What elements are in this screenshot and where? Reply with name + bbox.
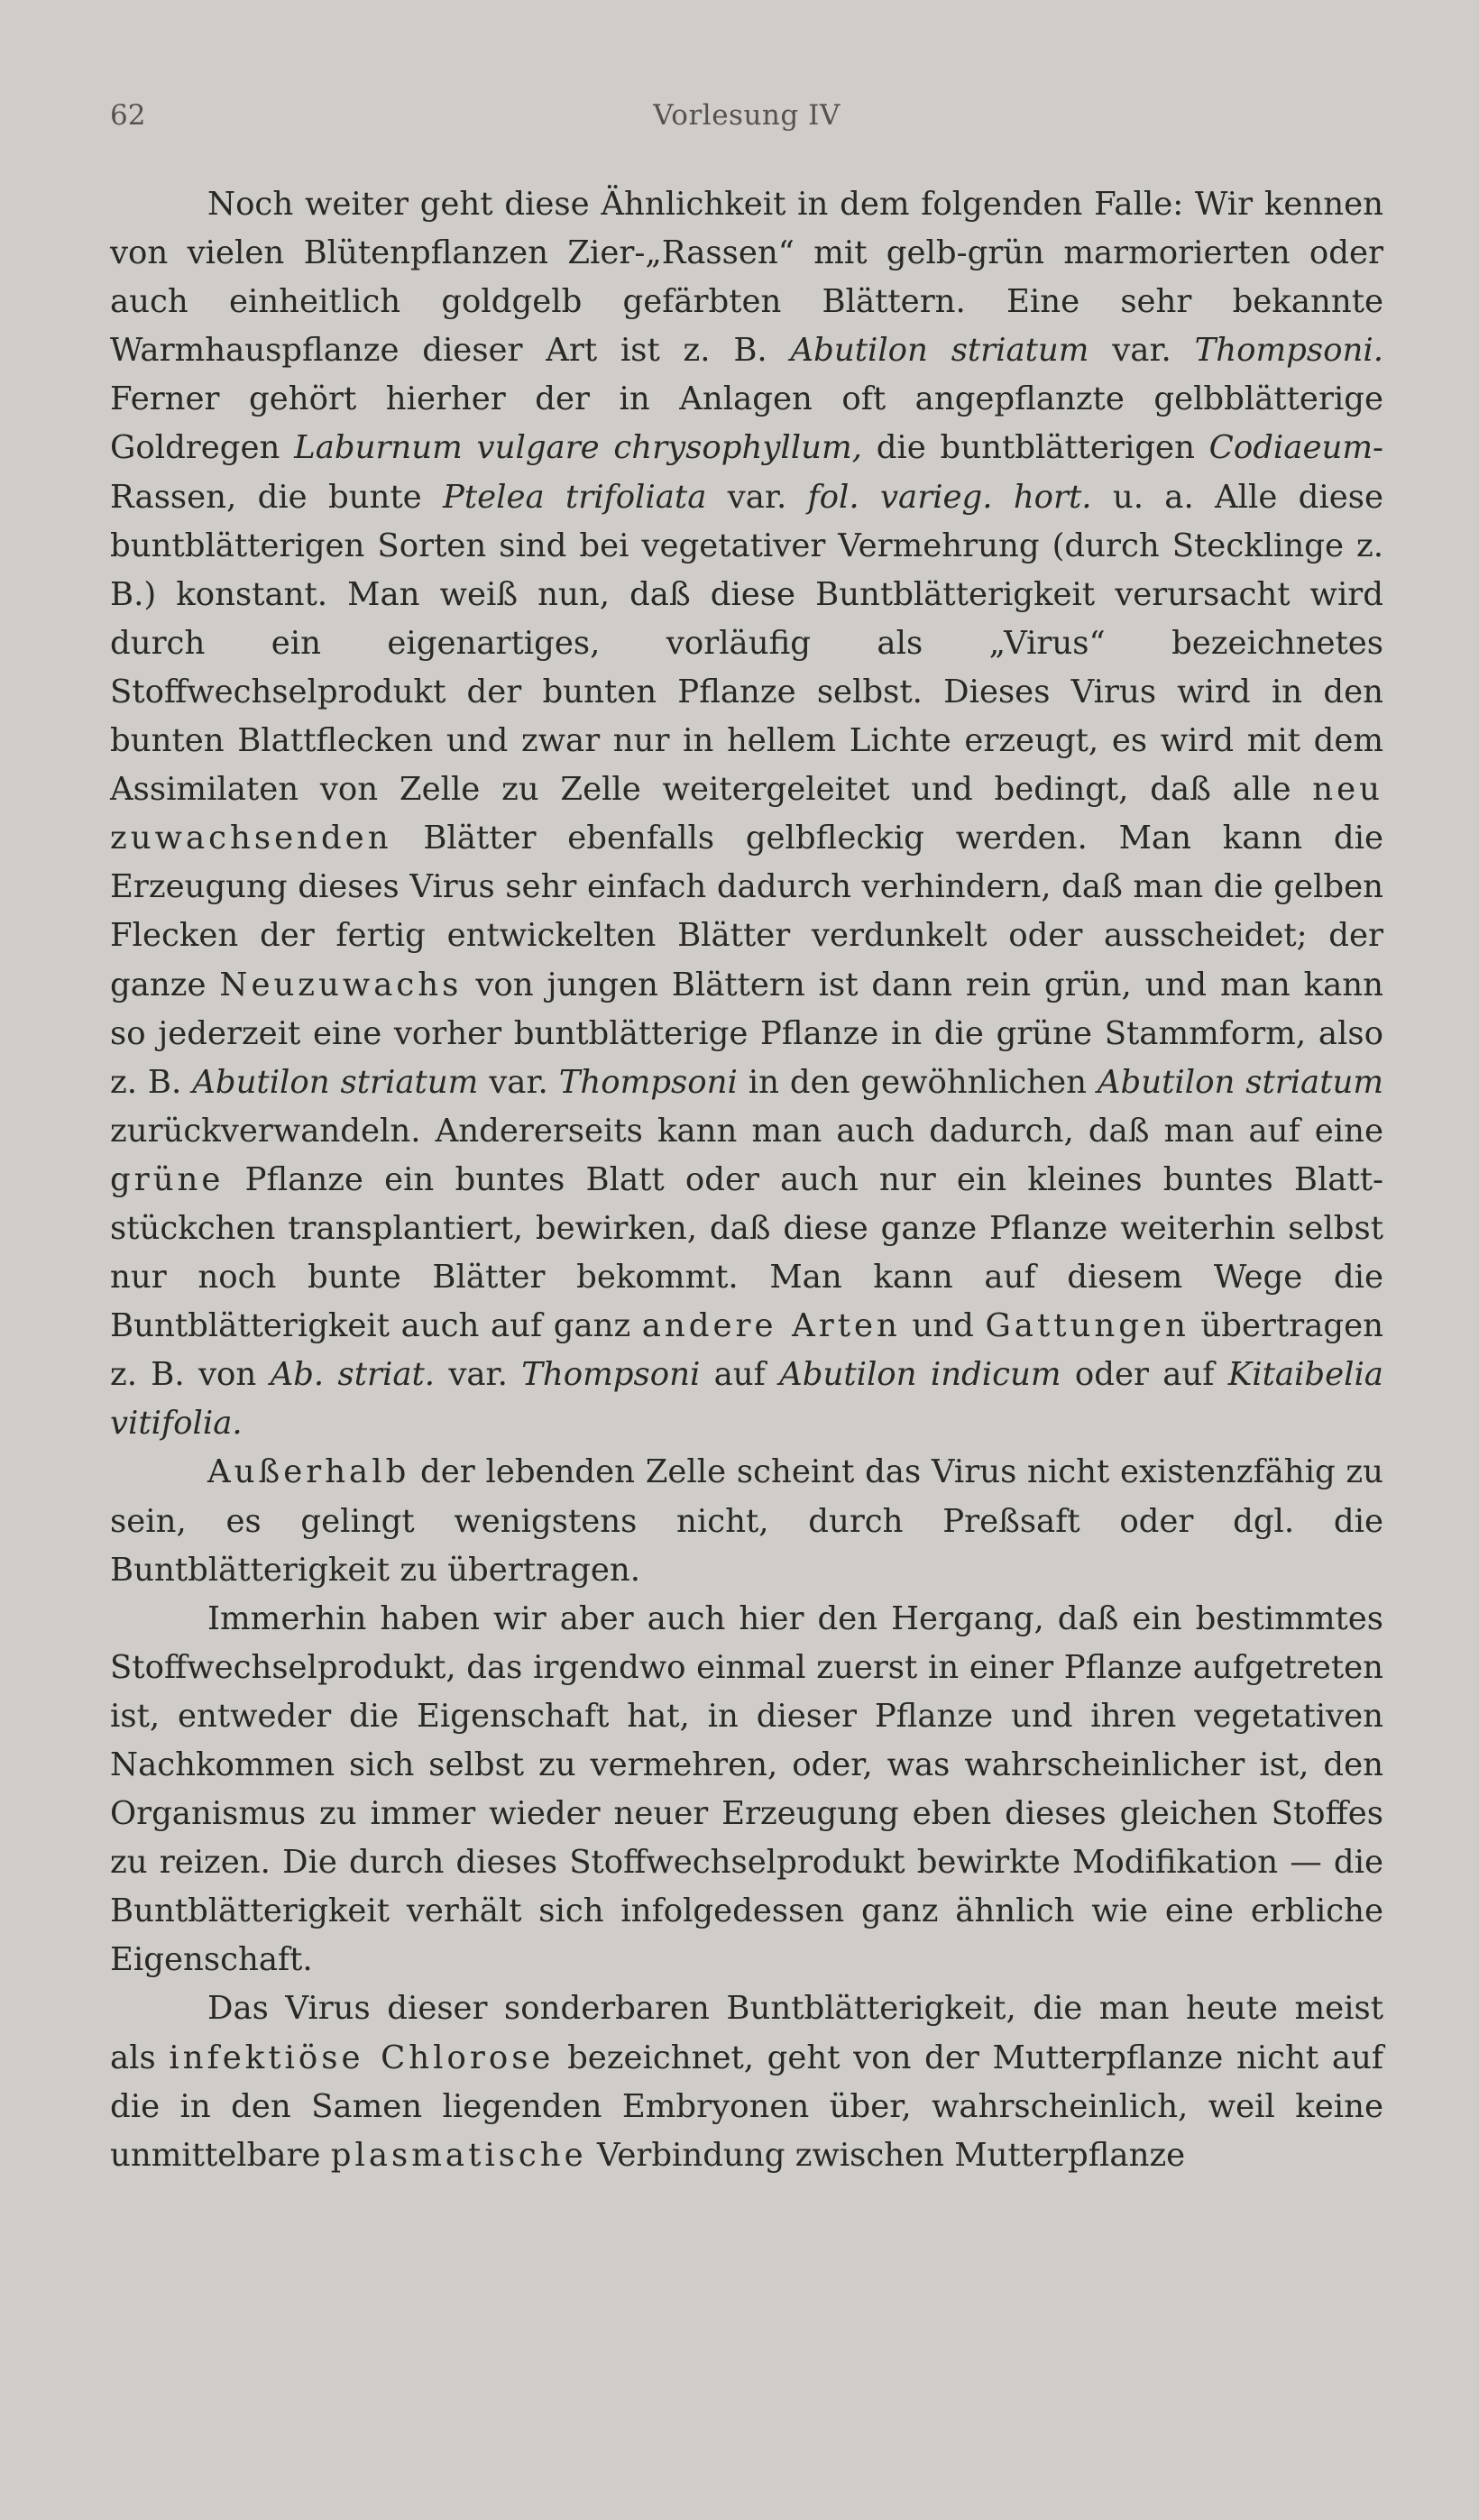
- italic-term: Laburnum vulgare chrysophyllum,: [294, 429, 862, 467]
- text-run: auf: [700, 1356, 780, 1394]
- text-run: Blätter ebenfalls gelbfleckig werden. Man kann die Erzeugung dieses Virus sehr einfach dadurch verhindern, daß man die gelben Flecken der fertig entwickelten Blätter verdunkelt oder ausscheidet; der ganze: [110, 820, 1383, 1003]
- italic-term: fol. varieg. hort.: [807, 478, 1092, 516]
- italic-term: Abutilon indicum: [779, 1356, 1061, 1394]
- italic-term: Abutilon striatum: [1097, 1063, 1384, 1101]
- text-run: übertragen z. B. von: [110, 1307, 1383, 1394]
- text-run: var.: [435, 1356, 522, 1394]
- running-head: Vorlesung IV: [653, 99, 841, 132]
- body-text: [110, 180, 1383, 2180]
- italic-term: Thompsoni.: [1194, 332, 1384, 370]
- text-run: bezeichnet, geht von der Mutterpflanze nicht auf die in den Samen liegenden Embryonen über, wahrscheinlich, weil keine unmittelbare: [110, 2039, 1383, 2174]
- text-run: Noch weiter geht diese Ähnlichkeit in dem folgenden Falle: Wir kennen von vielen Blütenpflanzen Zier-„Rassen“ mit gelb-grün marmorierten oder auch einheitlich goldgelb gefärbten Blättern. Eine sehr bekannte Warmhauspflanze dieser Art ist z. B.: [110, 186, 1383, 370]
- text-run: und: [900, 1307, 986, 1345]
- italic-term: Abutilon striatum: [192, 1063, 479, 1101]
- text-run: Pflanze ein buntes Blatt oder auch nur ein kleines buntes Blattstückchen transplantiert, bewirken, daß diese ganze Pflanze weiterhin selbst nur noch bunte Blätter bekommt. Man kann auf diesem Wege die Buntblätterigkeit auch auf ganz: [110, 1160, 1383, 1345]
- spaced-emphasis: Neuzuwachs: [219, 966, 463, 1003]
- text-run: der lebenden Zelle scheint das Virus nicht existenzfähig zu sein, es gelingt wenigstens nicht, durch Preßsaft oder dgl. die Buntblätterigkeit zu übertragen.: [110, 1453, 1383, 1589]
- spaced-emphasis: Gattungen: [985, 1307, 1190, 1345]
- spaced-emphasis: plasmatische: [330, 2136, 587, 2174]
- text-run: var.: [478, 1063, 559, 1101]
- text-run: in den gewöhnlichen: [737, 1063, 1098, 1101]
- paragraph: [110, 1595, 1383, 1985]
- italic-term: Codiaeum: [1208, 429, 1373, 467]
- spaced-emphasis: andere Arten: [641, 1307, 901, 1345]
- text-run: die buntblätterigen: [861, 429, 1209, 467]
- spaced-emphasis: neu zuwachsenden: [110, 771, 1383, 857]
- text-run: u. a. Alle diese buntblätterigen Sorten sind bei vegetativer Vermehrung (durch Stecklinge z. B.) konstant. Man weiß nun, daß diese Buntblätterigkeit verursacht wird durch ein eigenartiges, vorläufig als „Virus“ bezeichnetes Stoffwechselprodukt der bunten Pflanze selbst. Dieses Virus wird in den bunten Blattflecken und zwar nur in hellem Lichte erzeugt, es wird mit dem Assimilaten von Zelle zu Zelle weitergeleitet und bedingt, daß alle: [110, 478, 1383, 809]
- text-run: Ferner gehört hierher der in Anlagen oft angepflanzte gelbblätterige Goldregen: [110, 380, 1383, 467]
- paragraph: [110, 180, 1383, 1448]
- italic-term: Thompsoni: [521, 1356, 701, 1394]
- spaced-emphasis: infektiöse Chlorose: [169, 2039, 555, 2076]
- page-number: 62: [110, 99, 146, 132]
- italic-term: Ab. striat.: [270, 1356, 436, 1394]
- text-run: var.: [706, 478, 808, 516]
- italic-term: Thompsoni: [558, 1063, 738, 1101]
- spaced-emphasis: grüne: [110, 1160, 225, 1198]
- text-run: Das Virus dieser sonderbaren Buntblätterigkeit, die man heute meist als: [110, 1990, 1383, 2076]
- italic-term: Ptelea trifoliata: [442, 478, 707, 516]
- text-run: zurückverwandeln. Andererseits kann man auch dadurch, daß man auf eine: [110, 1112, 1383, 1150]
- text-run: oder auf: [1061, 1356, 1228, 1394]
- text-run: von jungen Blättern ist dann rein grün, und man kann so jederzeit eine vorher buntblätterige Pflanze in die grüne Stammform, also z. B.: [110, 966, 1383, 1101]
- italic-term: Kitaibelia vitifolia.: [110, 1356, 1383, 1443]
- text-run: var.: [1089, 332, 1195, 370]
- text-run: -Rassen, die bunte: [110, 429, 1383, 516]
- italic-term: Abutilon striatum: [790, 332, 1089, 370]
- spaced-emphasis: Außerhalb: [207, 1453, 410, 1491]
- text-run: Verbindung zwischen Mutterpflanze: [586, 2136, 1186, 2174]
- text-run: Immerhin haben wir aber auch hier den Hergang, daß ein bestimmtes Stoffwechselprodukt, das irgendwo einmal zuerst in einer Pflanze aufgetreten ist, entweder die Eigenschaft hat, in dieser Pflanze und ihren vegetativen Nachkommen sich selbst zu vermehren, oder, was wahrscheinlicher ist, den Organismus zu immer wieder neuer Erzeugung eben dieses gleichen Stoffes zu reizen. Die durch dieses Stoffwechselprodukt bewirkte Modifikation — die Buntblätterigkeit verhält sich infolgedessen ganz ähnlich wie eine erbliche Eigenschaft.: [110, 1599, 1383, 1979]
- paragraph: [110, 1984, 1383, 2179]
- page-header: [110, 99, 1383, 144]
- paragraph: [110, 1448, 1383, 1594]
